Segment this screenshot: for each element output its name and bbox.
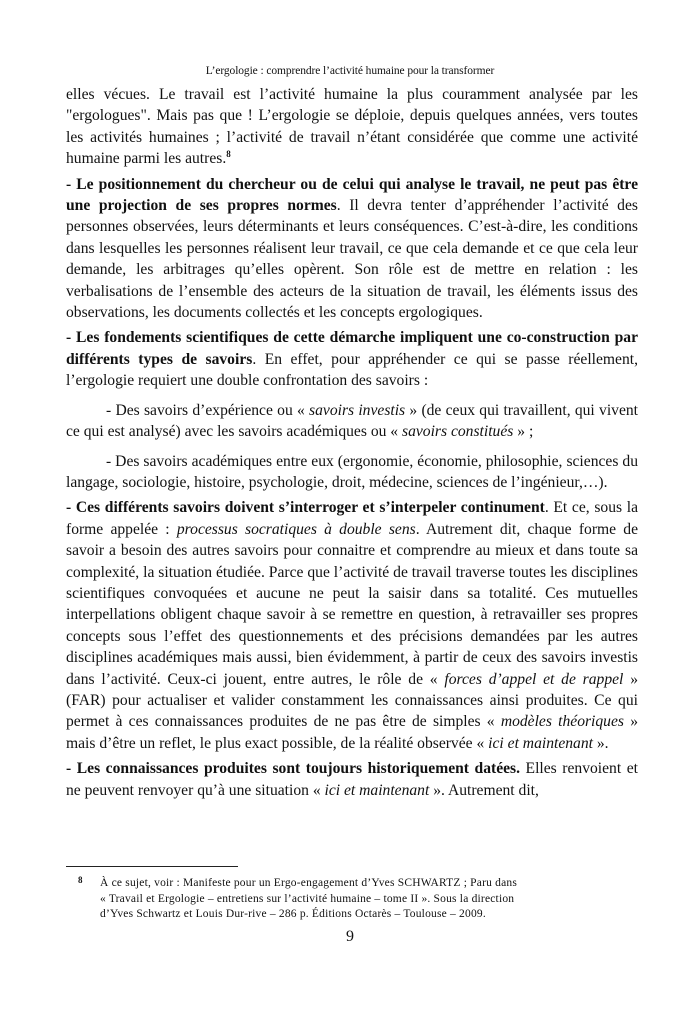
p6-italic-3: modèles théoriques bbox=[500, 713, 624, 731]
list-item-experience-knowledge bbox=[66, 400, 638, 443]
paragraph-interrogation bbox=[66, 497, 638, 754]
footnote-number: 8 bbox=[78, 875, 83, 885]
p6-b: . Autrement dit, chaque forme de savoir a besoin des autres savoirs pour connaitre et comprendre au mieux et dans toute sa complexité, la situation étudiée. Parce que l’activité de travail traverse toutes les disciplines scientifiques convoquées et aucune ne peut la saisir dans sa totalité. Ces mutuelles interpellations obligent chaque savoir à se remettre en question, à retravailler ses propres concepts sous l’effet des questionnements et des précisions demandées par les autres disciplines académiques mais aussi, bien évidemment, à partir de ceux des savoirs investis dans l’activité. Ceux-ci jouent, entre autres, le rôle de « bbox=[66, 520, 639, 688]
body-text bbox=[66, 84, 638, 801]
running-header: L’ergologie : comprendre l’activité humaine pour la transformer bbox=[205, 65, 495, 77]
p6-a: . Et ce, sous la forme appelée : bbox=[66, 499, 638, 538]
page-number: 9 bbox=[346, 928, 354, 945]
p4-a: - Des savoirs d’expérience ou « bbox=[106, 401, 310, 419]
p7-a: Elles renvoient et ne peuvent renvoyer qu’à une situation « bbox=[66, 760, 638, 799]
footnote-line-2: « Travail et Ergologie – entretiens sur l’activité humaine – tome II ». Sous la direction bbox=[100, 892, 515, 905]
paragraph-2-bold: - Le positionnement du chercheur ou de celui qui analyse le travail, ne peut pas être une projection de ses propres normes bbox=[66, 175, 638, 215]
paragraph-scientific-foundations bbox=[66, 327, 638, 391]
p7-b: ». Autrement dit, bbox=[429, 781, 539, 799]
paragraph-3-text: . En effet, pour appréhender ce qui se passe réellement, l’ergologie requiert une double confrontation des savoirs : bbox=[66, 350, 639, 390]
p4-b: » (de ceux qui travaillent, qui vivent ce qui est analysé) avec les savoirs académiques ou « bbox=[66, 401, 638, 441]
footnote-body bbox=[100, 876, 638, 923]
p6-italic-2: forces d’appel et de rappel bbox=[444, 670, 624, 688]
p4-italic-2: savoirs constitués bbox=[402, 423, 514, 441]
p5-text: - Des savoirs académiques entre eux (ergonomie, économie, philosophie, sciences du langage, sociologie, histoire, psychologie, droit, médecine, sciences de l’ingénieur,…). bbox=[66, 452, 638, 491]
paragraph-7-bold: - Les connaissances produites sont toujours historiquement datées. bbox=[66, 760, 520, 778]
footnote-line-3: d’Yves Schwartz et Louis Dur-rive – 286 p. Éditions Octarès – Toulouse – 2009. bbox=[100, 908, 486, 920]
p6-c: » (FAR) pour actualiser et valider constamment les connaissances ainsi produites. Ce qui permet à ces connaissances produites de ne pas être de simples « bbox=[66, 670, 638, 731]
paragraph-1 bbox=[66, 84, 638, 170]
p6-italic-1: processus socratiques à double sens bbox=[176, 520, 416, 538]
paragraph-3-bold: - Les fondements scientifiques de cette démarche impliquent une co-construction par différents types de savoirs bbox=[66, 329, 638, 368]
list-item-academic-knowledge bbox=[66, 451, 638, 494]
p6-italic-4: ici et maintenant bbox=[488, 734, 593, 752]
p4-italic-1: savoirs investis bbox=[309, 401, 406, 419]
paragraph-6-bold: - Ces différents savoirs doivent s’interroger et s’interpeler continument bbox=[66, 499, 545, 517]
footnote bbox=[78, 876, 638, 923]
p7-italic-1: ici et maintenant bbox=[324, 781, 430, 799]
paragraph-2-text: . Il devra tenter d’appréhender l’activité des personnes observées, leurs déterminants et leurs conséquences. C’est-à-dire, les conditions dans lesquelles les personnes réalisent leur travail, ce que cela demande et ce que cela leur demande, les arbitrages qu’elles opèrent. Son rôle est de mettre en relation : les verbalisations de l’ensemble des acteurs de la situation de travail, les éléments issus des observations, les documents collectés et les concepts ergologiques. bbox=[66, 197, 638, 322]
paragraph-researcher-position bbox=[66, 174, 638, 324]
paragraph-1-text: elles vécues. Le travail est l’activité humaine la plus couramment analysée par les "ergologues". Mais pas que ! L’ergologie se déploie, depuis quelques années, vers toutes les activités humaines ; l’activité de travail n’étant considérée que comme une activité humaine parmi les autres. bbox=[66, 86, 638, 168]
footnote-divider bbox=[66, 866, 238, 867]
p4-c: » ; bbox=[513, 423, 534, 441]
p6-e: ». bbox=[592, 734, 609, 752]
footnote-ref[interactable]: 8 bbox=[226, 149, 231, 160]
p6-d: » mais d’être un reflet, le plus exact possible, de la réalité observée « bbox=[66, 713, 638, 752]
footnote-line-1: À ce sujet, voir : Manifeste pour un Ergo-engagement d’Yves SCHWARTZ ; Paru dans bbox=[100, 877, 518, 889]
paragraph-historically-dated bbox=[66, 758, 638, 801]
